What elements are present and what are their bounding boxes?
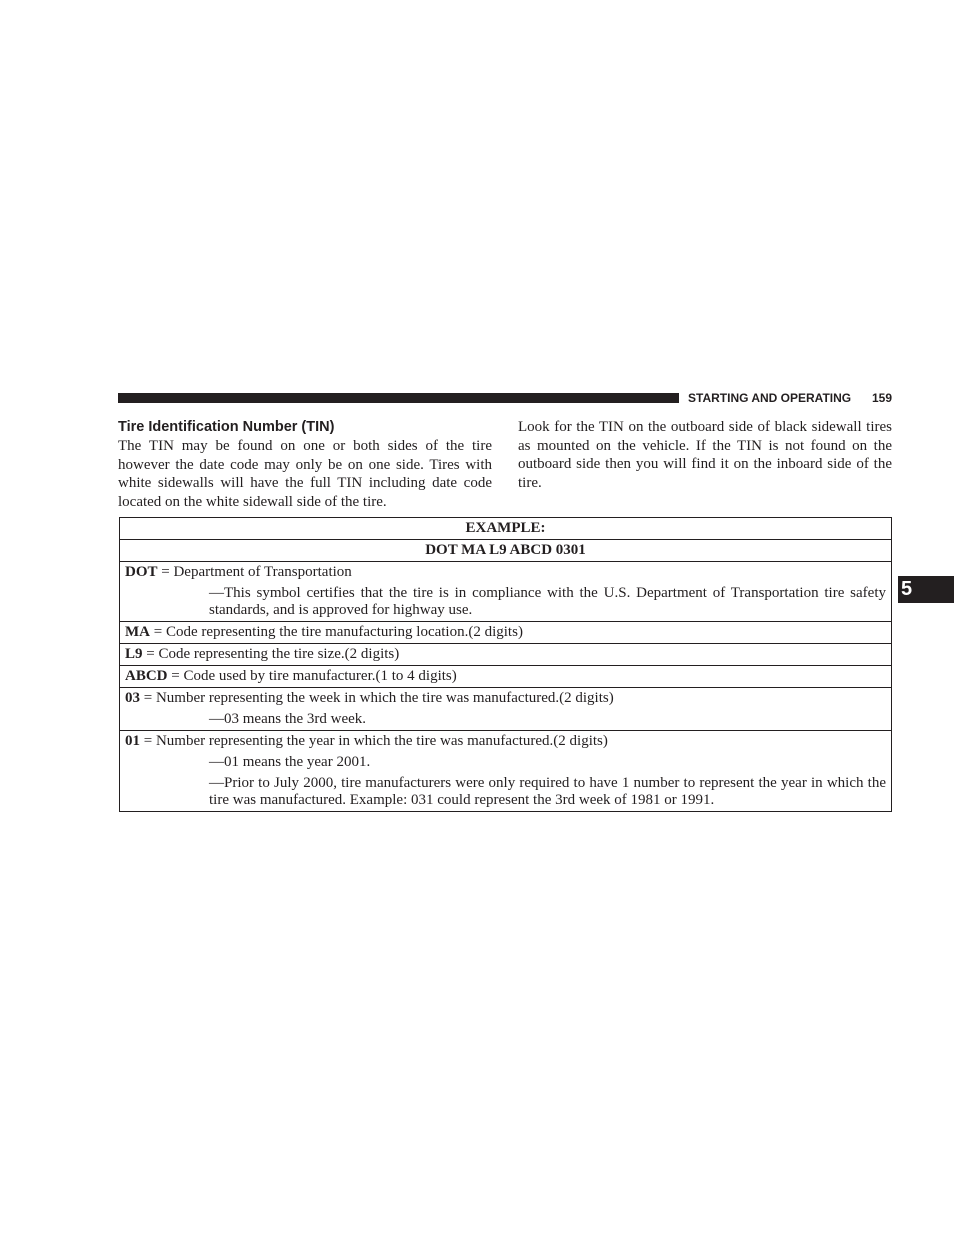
tin-example-table [119, 517, 892, 812]
running-header [688, 390, 892, 406]
row-main [125, 646, 886, 663]
tin-lookup-paragraph: Look for the TIN on the outboard side of black sidewall tires as mounted on the vehicle. If the TIN is not found on the outboard side then you will find it on the inboard side of the tire. [518, 419, 892, 492]
row-note: —01 means the year 2001. [209, 754, 371, 770]
tin-location-paragraph: The TIN may be found on one or both sides of the tire however the date code may only be on one side. Tires with white sidewalls will have the full TIN including date code located on the white sidewall side of the tire. [118, 438, 492, 511]
code-term: ABCD [125, 668, 168, 684]
code-definition: = Code used by tire manufacturer.(1 to 4 digits) [167, 668, 457, 684]
row-note: —03 means the 3rd week. [209, 711, 367, 727]
table-title-row [120, 518, 892, 540]
left-column [118, 418, 492, 512]
table-row-l9 [120, 644, 892, 666]
code-term: L9 [125, 646, 143, 662]
example-code: DOT MA L9 ABCD 0301 [120, 540, 892, 562]
table-row-ma [120, 622, 892, 644]
row-main [125, 668, 886, 685]
section-heading: Tire Identification Number (TIN) [118, 419, 335, 435]
code-term: MA [125, 624, 150, 640]
row-main [125, 564, 886, 581]
table-row-dot [120, 562, 892, 622]
code-definition: = Number representing the week in which the tire was manufactured.(2 digits) [140, 690, 614, 706]
example-code-row [120, 540, 892, 562]
code-definition: = Department of Transportation [157, 564, 352, 580]
code-definition: = Code representing the tire size.(2 digits) [142, 646, 400, 662]
header-rule [118, 393, 679, 403]
right-column [518, 418, 892, 493]
row-main [125, 624, 886, 641]
table-title: EXAMPLE: [120, 518, 892, 540]
page-number: 159 [871, 391, 892, 405]
code-term: 03 [125, 690, 140, 706]
row-main [125, 690, 886, 707]
row-note: —Prior to July 2000, tire manufacturers were only required to have 1 number to represent the year in which the tire was manufactured. Example: 031 could represent the 3rd week of 1981 or 1991. [209, 775, 886, 808]
code-term: 01 [125, 733, 140, 749]
chapter-tab: 5 [898, 576, 954, 603]
code-term: DOT [125, 564, 158, 580]
table-row-abcd [120, 666, 892, 688]
table-row-week [120, 688, 892, 731]
code-definition: = Number representing the year in which the tire was manufactured.(2 digits) [140, 733, 608, 749]
code-definition: = Code representing the tire manufacturing location.(2 digits) [150, 624, 523, 640]
row-main [125, 733, 886, 750]
table-row-year [120, 731, 892, 812]
row-note: —This symbol certifies that the tire is in compliance with the U.S. Department of Transportation tire safety standards, and is approved for highway use. [209, 585, 886, 618]
section-title: STARTING AND OPERATING [688, 391, 852, 405]
